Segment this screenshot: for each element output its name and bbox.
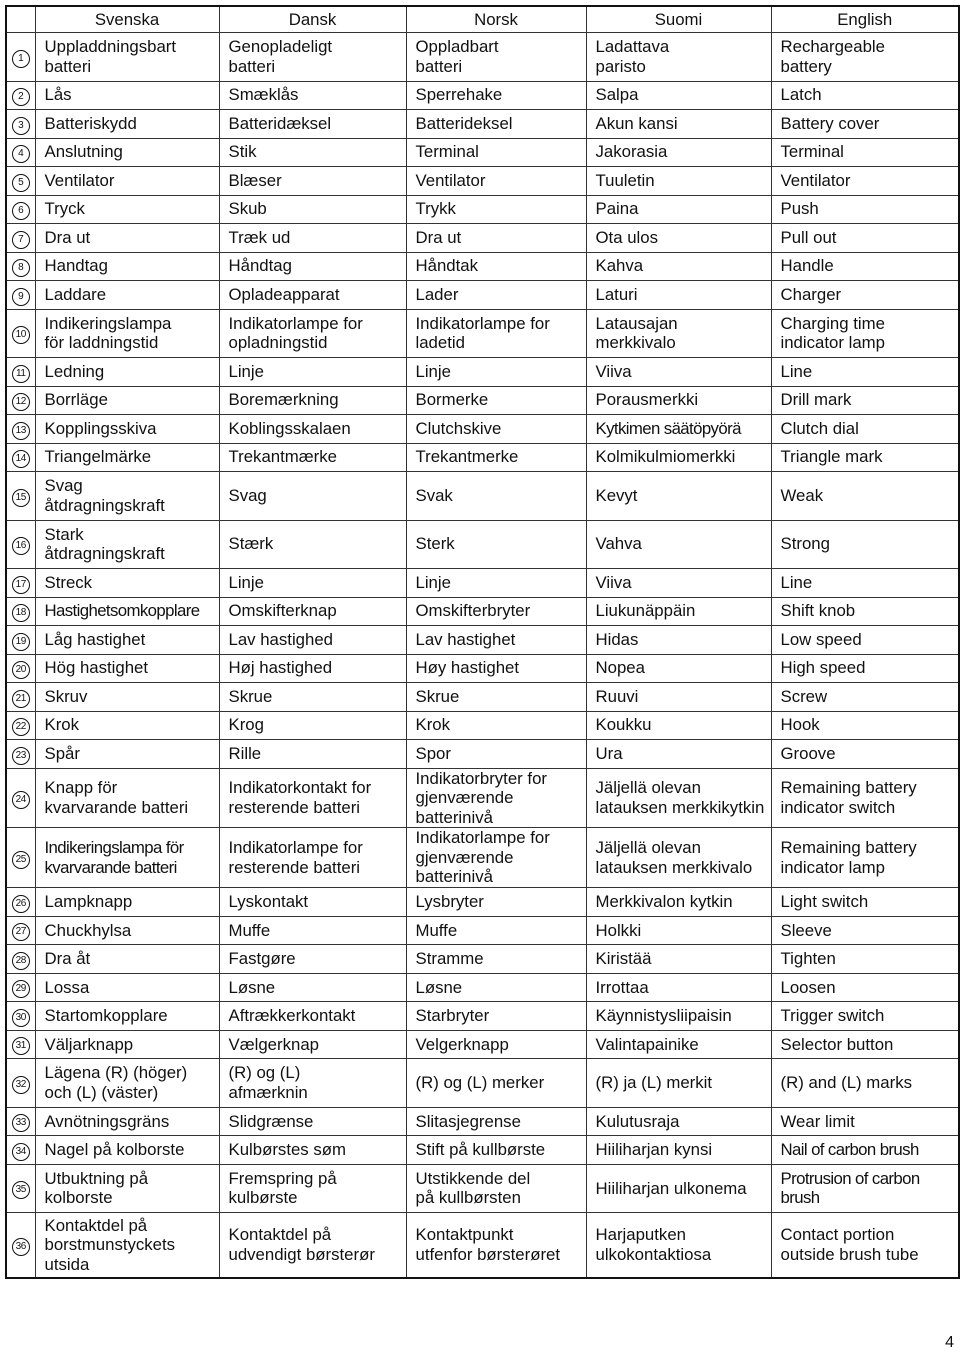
table-row bbox=[6, 472, 959, 521]
row-number bbox=[6, 740, 35, 769]
cell-suomi: Ura bbox=[586, 740, 771, 769]
cell-svenska: Uppladdningsbart batteri bbox=[35, 33, 219, 82]
cell-english: Remaining battery indicator switch bbox=[771, 768, 959, 828]
cell-english: Protrusion of carbon brush bbox=[771, 1164, 959, 1213]
table-row bbox=[6, 110, 959, 139]
table-row bbox=[6, 138, 959, 167]
cell-dansk: Lyskontakt bbox=[219, 888, 406, 917]
cell-suomi: Käynnistysliipaisin bbox=[586, 1002, 771, 1031]
cell-dansk: Opladeapparat bbox=[219, 281, 406, 310]
cell-svenska: Indikeringslampa för kvarvarande batteri bbox=[35, 828, 219, 888]
cell-svenska: Hög hastighet bbox=[35, 654, 219, 683]
cell-english: Triangle mark bbox=[771, 443, 959, 472]
cell-norsk: Lader bbox=[406, 281, 586, 310]
cell-english: Push bbox=[771, 195, 959, 224]
cell-english: Latch bbox=[771, 81, 959, 110]
table-row bbox=[6, 309, 959, 358]
cell-suomi: Koukku bbox=[586, 711, 771, 740]
cell-suomi: Ota ulos bbox=[586, 224, 771, 253]
cell-dansk: Indikatorlampe for resterende batteri bbox=[219, 828, 406, 888]
cell-norsk: Håndtak bbox=[406, 252, 586, 281]
cell-svenska: Kopplingsskiva bbox=[35, 415, 219, 444]
row-number bbox=[6, 33, 35, 82]
cell-norsk: Bormerke bbox=[406, 386, 586, 415]
circled-number: 2 bbox=[12, 88, 30, 106]
cell-svenska: Handtag bbox=[35, 252, 219, 281]
cell-dansk: Aftrækkerkontakt bbox=[219, 1002, 406, 1031]
table-row bbox=[6, 281, 959, 310]
page-number: 4 bbox=[945, 1334, 954, 1351]
cell-suomi: Hiiliharjan kynsi bbox=[586, 1136, 771, 1165]
cell-norsk: Terminal bbox=[406, 138, 586, 167]
circled-number: 22 bbox=[12, 718, 30, 736]
cell-suomi: Kolmikulmiomerkki bbox=[586, 443, 771, 472]
header-row bbox=[6, 6, 959, 33]
table-row bbox=[6, 415, 959, 444]
circled-number: 5 bbox=[12, 174, 30, 192]
cell-dansk: Genopladeligt batteri bbox=[219, 33, 406, 82]
row-number bbox=[6, 711, 35, 740]
cell-dansk: Batteridæksel bbox=[219, 110, 406, 139]
circled-number: 17 bbox=[12, 576, 30, 594]
cell-dansk: Muffe bbox=[219, 916, 406, 945]
cell-norsk: Trekantmerke bbox=[406, 443, 586, 472]
row-number bbox=[6, 309, 35, 358]
cell-svenska: Streck bbox=[35, 569, 219, 598]
row-number bbox=[6, 81, 35, 110]
circled-number: 6 bbox=[12, 202, 30, 220]
cell-svenska: Borrläge bbox=[35, 386, 219, 415]
cell-svenska: Startomkopplare bbox=[35, 1002, 219, 1031]
cell-suomi: Kulutusraja bbox=[586, 1107, 771, 1136]
circled-number: 21 bbox=[12, 690, 30, 708]
cell-svenska: Utbuktning på kolborste bbox=[35, 1164, 219, 1213]
cell-dansk: Løsne bbox=[219, 973, 406, 1002]
cell-svenska: Skruv bbox=[35, 683, 219, 712]
cell-english: Battery cover bbox=[771, 110, 959, 139]
cell-norsk: Sterk bbox=[406, 520, 586, 569]
cell-english: Line bbox=[771, 569, 959, 598]
cell-english: Strong bbox=[771, 520, 959, 569]
cell-english: Charging time indicator lamp bbox=[771, 309, 959, 358]
cell-dansk: Træk ud bbox=[219, 224, 406, 253]
cell-suomi: Jakorasia bbox=[586, 138, 771, 167]
circled-number: 35 bbox=[12, 1181, 30, 1199]
row-number bbox=[6, 597, 35, 626]
cell-svenska: Lås bbox=[35, 81, 219, 110]
table-row bbox=[6, 195, 959, 224]
row-number bbox=[6, 1107, 35, 1136]
cell-norsk: Stift på kullbørste bbox=[406, 1136, 586, 1165]
cell-english: Hook bbox=[771, 711, 959, 740]
table-row bbox=[6, 569, 959, 598]
circled-number: 29 bbox=[12, 980, 30, 998]
row-number bbox=[6, 888, 35, 917]
cell-dansk: Linje bbox=[219, 358, 406, 387]
cell-english: Light switch bbox=[771, 888, 959, 917]
cell-dansk: Boremærkning bbox=[219, 386, 406, 415]
cell-svenska: Kontaktdel på borstmunstyckets utsida bbox=[35, 1213, 219, 1279]
cell-norsk: Muffe bbox=[406, 916, 586, 945]
cell-english: Tighten bbox=[771, 945, 959, 974]
table-row bbox=[6, 654, 959, 683]
cell-suomi: Ruuvi bbox=[586, 683, 771, 712]
cell-svenska: Chuckhylsa bbox=[35, 916, 219, 945]
row-number bbox=[6, 828, 35, 888]
cell-dansk: Smæklås bbox=[219, 81, 406, 110]
cell-english: Handle bbox=[771, 252, 959, 281]
circled-number: 9 bbox=[12, 288, 30, 306]
row-number bbox=[6, 252, 35, 281]
table-row bbox=[6, 520, 959, 569]
glossary-body bbox=[6, 33, 959, 1279]
cell-dansk: Fremspring på kulbørste bbox=[219, 1164, 406, 1213]
circled-number: 11 bbox=[12, 365, 30, 383]
cell-svenska: Väljarknapp bbox=[35, 1030, 219, 1059]
cell-dansk: Koblingsskalaen bbox=[219, 415, 406, 444]
cell-suomi: Paina bbox=[586, 195, 771, 224]
table-row bbox=[6, 1164, 959, 1213]
row-number bbox=[6, 945, 35, 974]
row-number bbox=[6, 1213, 35, 1279]
row-number bbox=[6, 569, 35, 598]
cell-english: Groove bbox=[771, 740, 959, 769]
circled-number: 18 bbox=[12, 604, 30, 622]
cell-svenska: Tryck bbox=[35, 195, 219, 224]
row-number bbox=[6, 386, 35, 415]
cell-norsk: Ventilator bbox=[406, 167, 586, 196]
header-dansk: Dansk bbox=[219, 6, 406, 33]
glossary-table bbox=[5, 5, 960, 1279]
cell-dansk: Kontaktdel på udvendigt børsterør bbox=[219, 1213, 406, 1279]
cell-suomi: Tuuletin bbox=[586, 167, 771, 196]
circled-number: 27 bbox=[12, 923, 30, 941]
cell-norsk: Omskifterbryter bbox=[406, 597, 586, 626]
cell-svenska: Svag åtdragningskraft bbox=[35, 472, 219, 521]
cell-svenska: Knapp för kvarvarande batteri bbox=[35, 768, 219, 828]
cell-suomi: Laturi bbox=[586, 281, 771, 310]
table-row bbox=[6, 768, 959, 828]
cell-svenska: Lampknapp bbox=[35, 888, 219, 917]
table-row bbox=[6, 740, 959, 769]
cell-suomi: Akun kansi bbox=[586, 110, 771, 139]
cell-suomi: Kytkimen säätöpyörä bbox=[586, 415, 771, 444]
cell-svenska: Dra ut bbox=[35, 224, 219, 253]
cell-suomi: Merkkivalon kytkin bbox=[586, 888, 771, 917]
cell-norsk: Batterideksel bbox=[406, 110, 586, 139]
cell-svenska: Låg hastighet bbox=[35, 626, 219, 655]
cell-svenska: Nagel på kolborste bbox=[35, 1136, 219, 1165]
cell-suomi: Latausajan merkkivalo bbox=[586, 309, 771, 358]
circled-number: 4 bbox=[12, 145, 30, 163]
circled-number: 36 bbox=[12, 1238, 30, 1256]
table-row bbox=[6, 1059, 959, 1108]
row-number bbox=[6, 281, 35, 310]
cell-dansk: Slidgrænse bbox=[219, 1107, 406, 1136]
cell-english: Pull out bbox=[771, 224, 959, 253]
row-number bbox=[6, 415, 35, 444]
table-row bbox=[6, 1002, 959, 1031]
circled-number: 23 bbox=[12, 747, 30, 765]
cell-svenska: Stark åtdragningskraft bbox=[35, 520, 219, 569]
table-row bbox=[6, 1136, 959, 1165]
table-row bbox=[6, 973, 959, 1002]
circled-number: 19 bbox=[12, 633, 30, 651]
cell-norsk: Sperrehake bbox=[406, 81, 586, 110]
table-row bbox=[6, 33, 959, 82]
table-row bbox=[6, 1213, 959, 1279]
cell-english: Trigger switch bbox=[771, 1002, 959, 1031]
circled-number: 26 bbox=[12, 895, 30, 913]
circled-number: 32 bbox=[12, 1076, 30, 1094]
row-number bbox=[6, 1164, 35, 1213]
cell-svenska: Lossa bbox=[35, 973, 219, 1002]
table-row bbox=[6, 888, 959, 917]
table-row bbox=[6, 1107, 959, 1136]
cell-english: Weak bbox=[771, 472, 959, 521]
cell-suomi: Ladattava paristo bbox=[586, 33, 771, 82]
row-number bbox=[6, 195, 35, 224]
cell-norsk: Indikatorbryter for gjenværende batterinivå bbox=[406, 768, 586, 828]
cell-suomi: Porausmerkki bbox=[586, 386, 771, 415]
cell-english: Rechargeable battery bbox=[771, 33, 959, 82]
circled-number: 13 bbox=[12, 422, 30, 440]
circled-number: 31 bbox=[12, 1037, 30, 1055]
cell-dansk: Svag bbox=[219, 472, 406, 521]
cell-svenska: Anslutning bbox=[35, 138, 219, 167]
cell-suomi: Viiva bbox=[586, 358, 771, 387]
circled-number: 12 bbox=[12, 393, 30, 411]
circled-number: 25 bbox=[12, 851, 30, 869]
cell-svenska: Dra åt bbox=[35, 945, 219, 974]
cell-english: Drill mark bbox=[771, 386, 959, 415]
cell-svenska: Avnötningsgräns bbox=[35, 1107, 219, 1136]
cell-svenska: Batteriskydd bbox=[35, 110, 219, 139]
cell-norsk: Linje bbox=[406, 569, 586, 598]
header-number bbox=[6, 6, 35, 33]
cell-dansk: Stærk bbox=[219, 520, 406, 569]
row-number bbox=[6, 683, 35, 712]
circled-number: 7 bbox=[12, 231, 30, 249]
cell-norsk: Spor bbox=[406, 740, 586, 769]
cell-suomi: Irrottaa bbox=[586, 973, 771, 1002]
row-number bbox=[6, 1002, 35, 1031]
cell-dansk: (R) og (L) afmærknin bbox=[219, 1059, 406, 1108]
cell-svenska: Indikeringslampa för laddningstid bbox=[35, 309, 219, 358]
cell-norsk: Krok bbox=[406, 711, 586, 740]
header-suomi: Suomi bbox=[586, 6, 771, 33]
cell-suomi: Valintapainike bbox=[586, 1030, 771, 1059]
row-number bbox=[6, 167, 35, 196]
cell-dansk: Rille bbox=[219, 740, 406, 769]
cell-english: Clutch dial bbox=[771, 415, 959, 444]
table-row bbox=[6, 683, 959, 712]
cell-dansk: Indikatorlampe for opladningstid bbox=[219, 309, 406, 358]
cell-dansk: Blæser bbox=[219, 167, 406, 196]
cell-english: Contact portion outside brush tube bbox=[771, 1213, 959, 1279]
cell-suomi: Liukunäppäin bbox=[586, 597, 771, 626]
table-row bbox=[6, 252, 959, 281]
cell-norsk: Høy hastighet bbox=[406, 654, 586, 683]
cell-suomi: Kiristää bbox=[586, 945, 771, 974]
row-number bbox=[6, 626, 35, 655]
table-row bbox=[6, 597, 959, 626]
row-number bbox=[6, 520, 35, 569]
circled-number: 1 bbox=[12, 50, 30, 68]
table-row bbox=[6, 386, 959, 415]
cell-dansk: Fastgøre bbox=[219, 945, 406, 974]
cell-norsk: Svak bbox=[406, 472, 586, 521]
circled-number: 30 bbox=[12, 1009, 30, 1027]
cell-dansk: Håndtag bbox=[219, 252, 406, 281]
cell-dansk: Lav hastighed bbox=[219, 626, 406, 655]
cell-suomi: Holkki bbox=[586, 916, 771, 945]
circled-number: 28 bbox=[12, 952, 30, 970]
row-number bbox=[6, 224, 35, 253]
cell-norsk: Løsne bbox=[406, 973, 586, 1002]
cell-dansk: Linje bbox=[219, 569, 406, 598]
table-row bbox=[6, 626, 959, 655]
cell-english: Line bbox=[771, 358, 959, 387]
cell-english: Remaining battery indicator lamp bbox=[771, 828, 959, 888]
row-number bbox=[6, 110, 35, 139]
cell-svenska: Ventilator bbox=[35, 167, 219, 196]
cell-english: Ventilator bbox=[771, 167, 959, 196]
cell-norsk: Lav hastighet bbox=[406, 626, 586, 655]
header-english: English bbox=[771, 6, 959, 33]
cell-svenska: Spår bbox=[35, 740, 219, 769]
table-row bbox=[6, 916, 959, 945]
table-row bbox=[6, 167, 959, 196]
cell-suomi: Viiva bbox=[586, 569, 771, 598]
cell-dansk: Krog bbox=[219, 711, 406, 740]
cell-dansk: Omskifterknap bbox=[219, 597, 406, 626]
cell-dansk: Skrue bbox=[219, 683, 406, 712]
circled-number: 14 bbox=[12, 450, 30, 468]
row-number bbox=[6, 443, 35, 472]
table-row bbox=[6, 358, 959, 387]
circled-number: 8 bbox=[12, 259, 30, 277]
cell-norsk: Oppladbart batteri bbox=[406, 33, 586, 82]
header-svenska: Svenska bbox=[35, 6, 219, 33]
row-number bbox=[6, 138, 35, 167]
cell-norsk: Utstikkende del på kullbørsten bbox=[406, 1164, 586, 1213]
cell-norsk: Clutchskive bbox=[406, 415, 586, 444]
circled-number: 16 bbox=[12, 537, 30, 555]
cell-suomi: Hiiliharjan ulkonema bbox=[586, 1164, 771, 1213]
cell-suomi: (R) ja (L) merkit bbox=[586, 1059, 771, 1108]
cell-svenska: Lägena (R) (höger) och (L) (väster) bbox=[35, 1059, 219, 1108]
cell-svenska: Ledning bbox=[35, 358, 219, 387]
table-row bbox=[6, 224, 959, 253]
row-number bbox=[6, 472, 35, 521]
cell-dansk: Kulbørstes søm bbox=[219, 1136, 406, 1165]
table-row bbox=[6, 81, 959, 110]
cell-suomi: Vahva bbox=[586, 520, 771, 569]
cell-suomi: Hidas bbox=[586, 626, 771, 655]
cell-svenska: Triangelmärke bbox=[35, 443, 219, 472]
cell-dansk: Vælgerknap bbox=[219, 1030, 406, 1059]
cell-dansk: Indikatorkontakt for resterende batteri bbox=[219, 768, 406, 828]
cell-english: Terminal bbox=[771, 138, 959, 167]
cell-norsk: Kontaktpunkt utfenfor børsterøret bbox=[406, 1213, 586, 1279]
cell-suomi: Harjaputken ulkokontaktiosa bbox=[586, 1213, 771, 1279]
table-row bbox=[6, 945, 959, 974]
cell-english: Selector button bbox=[771, 1030, 959, 1059]
cell-dansk: Skub bbox=[219, 195, 406, 224]
row-number bbox=[6, 973, 35, 1002]
cell-norsk: Indikatorlampe for ladetid bbox=[406, 309, 586, 358]
circled-number: 24 bbox=[12, 791, 30, 809]
cell-norsk: Stramme bbox=[406, 945, 586, 974]
cell-suomi: Jäljellä olevan latauksen merkkikytkin bbox=[586, 768, 771, 828]
circled-number: 34 bbox=[12, 1143, 30, 1161]
cell-norsk: Linje bbox=[406, 358, 586, 387]
cell-norsk: (R) og (L) merker bbox=[406, 1059, 586, 1108]
cell-dansk: Høj hastighed bbox=[219, 654, 406, 683]
cell-english: (R) and (L) marks bbox=[771, 1059, 959, 1108]
cell-svenska: Laddare bbox=[35, 281, 219, 310]
row-number bbox=[6, 1030, 35, 1059]
circled-number: 15 bbox=[12, 489, 30, 507]
cell-english: Screw bbox=[771, 683, 959, 712]
cell-norsk: Indikatorlampe for gjenværende batterinivå bbox=[406, 828, 586, 888]
cell-suomi: Nopea bbox=[586, 654, 771, 683]
cell-dansk: Stik bbox=[219, 138, 406, 167]
cell-english: Shift knob bbox=[771, 597, 959, 626]
cell-dansk: Trekantmærke bbox=[219, 443, 406, 472]
circled-number: 3 bbox=[12, 117, 30, 135]
cell-suomi: Kahva bbox=[586, 252, 771, 281]
row-number bbox=[6, 916, 35, 945]
cell-svenska: Hastighetsomkopplare bbox=[35, 597, 219, 626]
cell-english: Loosen bbox=[771, 973, 959, 1002]
cell-english: Charger bbox=[771, 281, 959, 310]
cell-suomi: Jäljellä olevan latauksen merkkivalo bbox=[586, 828, 771, 888]
cell-norsk: Lysbryter bbox=[406, 888, 586, 917]
row-number bbox=[6, 1136, 35, 1165]
row-number bbox=[6, 654, 35, 683]
header-norsk: Norsk bbox=[406, 6, 586, 33]
cell-suomi: Salpa bbox=[586, 81, 771, 110]
row-number bbox=[6, 1059, 35, 1108]
table-row bbox=[6, 828, 959, 888]
cell-norsk: Trykk bbox=[406, 195, 586, 224]
row-number bbox=[6, 768, 35, 828]
cell-norsk: Slitasjegrense bbox=[406, 1107, 586, 1136]
circled-number: 20 bbox=[12, 661, 30, 679]
table-row bbox=[6, 711, 959, 740]
circled-number: 10 bbox=[12, 326, 30, 344]
circled-number: 33 bbox=[12, 1114, 30, 1132]
cell-norsk: Velgerknapp bbox=[406, 1030, 586, 1059]
table-row bbox=[6, 1030, 959, 1059]
cell-norsk: Dra ut bbox=[406, 224, 586, 253]
cell-english: High speed bbox=[771, 654, 959, 683]
cell-norsk: Skrue bbox=[406, 683, 586, 712]
cell-english: Wear limit bbox=[771, 1107, 959, 1136]
table-row bbox=[6, 443, 959, 472]
cell-svenska: Krok bbox=[35, 711, 219, 740]
cell-english: Sleeve bbox=[771, 916, 959, 945]
row-number bbox=[6, 358, 35, 387]
cell-english: Low speed bbox=[771, 626, 959, 655]
cell-english: Nail of carbon brush bbox=[771, 1136, 959, 1165]
cell-suomi: Kevyt bbox=[586, 472, 771, 521]
cell-norsk: Starbryter bbox=[406, 1002, 586, 1031]
